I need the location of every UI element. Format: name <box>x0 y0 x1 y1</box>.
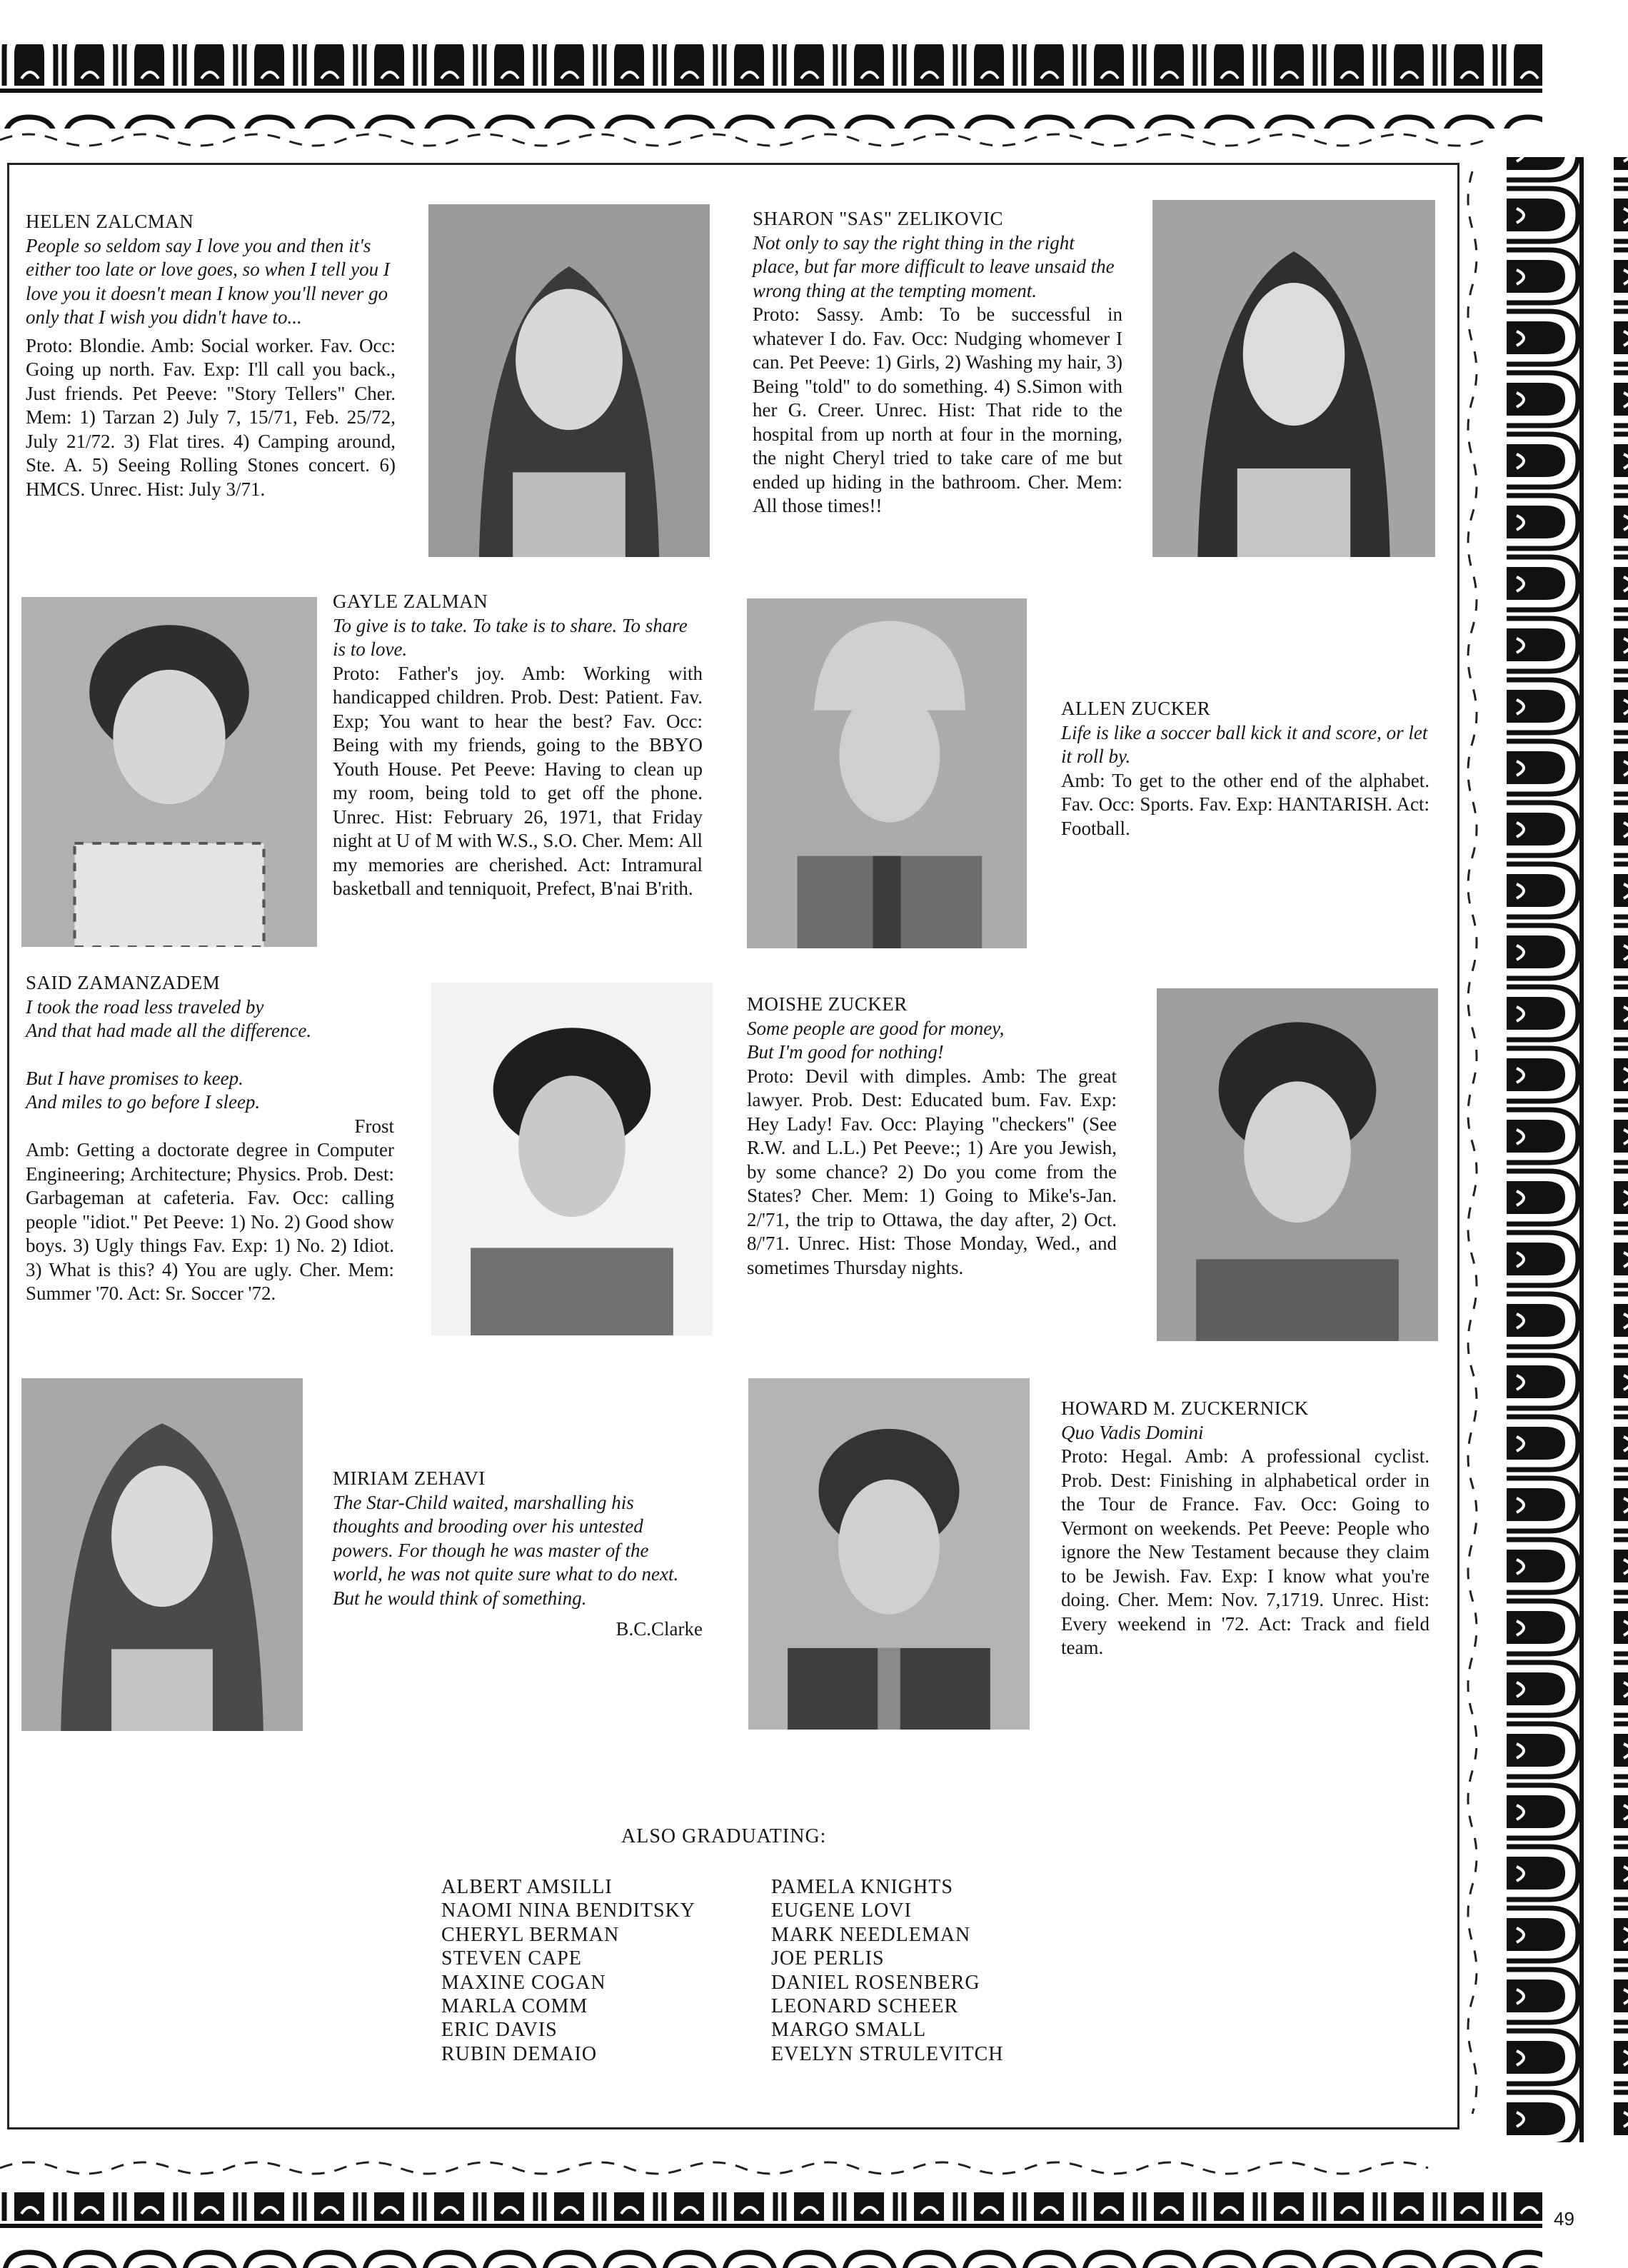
senior-photo <box>1157 988 1438 1341</box>
also-graduating-left-column <box>441 1875 695 2066</box>
senior-name: SHARON "SAS" ZELIKOVIC <box>753 208 1004 229</box>
senior-photo <box>428 204 710 557</box>
senior-name: ALLEN ZUCKER <box>1061 698 1211 719</box>
graduate-name: ALBERT AMSILLI <box>441 1876 613 1898</box>
senior-entry <box>747 993 1117 1280</box>
senior-details: Amb: Getting a doctorate degree in Computer Engineering; Architecture; Physics. Prob. Dest: Garbageman at cafeteria. Fav. Occ: calling people "idiot." Pet Peeve: 1) No. 2) Good show boys. 3) Ugly things Fav. Exp: 1) No. 2) Idiot. 3) What is this? 4) You are ugly. Cher. Mem: Summer '70. Act: Sr. Soccer '72. <box>26 1139 394 1304</box>
senior-entry <box>333 1467 703 1642</box>
senior-photo <box>748 1378 1030 1730</box>
senior-entry <box>26 971 394 1306</box>
also-graduating-right-column <box>771 1875 1004 2066</box>
quote-line: Some people are good for money, <box>747 1017 1005 1039</box>
senior-name: SAID ZAMANZADEM <box>26 972 221 993</box>
graduate-name: EVELYN STRULEVITCH <box>771 2042 1004 2065</box>
senior-name: HELEN ZALCMAN <box>26 211 194 232</box>
graduate-name: MARLA COMM <box>441 1995 588 2018</box>
senior-quote: Quo Vadis Domini <box>1061 1421 1204 1443</box>
graduate-name: ERIC DAVIS <box>441 2019 558 2042</box>
senior-photo <box>431 983 713 1335</box>
quote-line: But I have promises to keep. <box>26 1067 243 1089</box>
senior-quote: Not only to say the right thing in the right place, but far more difficult to leave unsaid the wrong thing at the tempting moment. <box>753 231 1115 301</box>
senior-quote: People so seldom say I love you and then it's either too late or love goes, so when I tell you I love you it doesn't mean I know you'll never go only that I wish you didn't have to... <box>26 234 390 328</box>
senior-details: Amb: To get to the other end of the alphabet. Fav. Occ: Sports. Fav. Exp: HANTARISH. Act: Football. <box>1061 769 1429 839</box>
quote-credit: B.C.Clarke <box>615 1618 703 1640</box>
page-number: 49 <box>1554 2208 1574 2229</box>
graduate-name: LEONARD SCHEER <box>771 1995 959 2018</box>
graduate-name: CHERYL BERMAN <box>441 1923 620 1946</box>
graduate-name: EUGENE LOVI <box>771 1900 912 1922</box>
senior-photo <box>21 597 317 947</box>
senior-entry <box>26 210 396 501</box>
senior-details: Proto: Blondie. Amb: Social worker. Fav. Occ: Going up north. Fav. Exp: I'll call you back., Just friends. Pet Peeve: "Story Tellers" Cher. Mem: 1) Tarzan 2) July 7, 15/71, Feb. 25/72, July 21/72. 3) Flat tires. 4) Camping around, Ste. A. 5) Seeing Rolling Stones concert. 6) HMCS. Unrec. Hist: July 3/71. <box>26 334 396 500</box>
senior-entry <box>753 207 1122 518</box>
senior-details: Proto: Devil with dimples. Amb: The great lawyer. Prob. Dest: Educated bum. Fav. Exp: Hey Lady! Fav. Occ: Playing "checkers" (See R.W. and L.L.) Pet Peeve:; 1) Are you Jewish, by some chance? 2) Do you come from the States? Cher. Mem: 1) Going to Mike's-Jan. 2/'71, the trip to Ottawa, the day after, 2) Oct. 8/'71. Unrec. Hist: Those Monday, Wed., and sometimes Thursday nights. <box>747 1065 1117 1278</box>
senior-photo <box>747 598 1027 948</box>
quote-line: I took the road less traveled by <box>26 995 264 1018</box>
graduate-name: MARGO SMALL <box>771 2019 927 2042</box>
graduate-name: STEVEN CAPE <box>441 1947 582 1970</box>
senior-name: MIRIAM ZEHAVI <box>333 1467 486 1489</box>
senior-photo <box>1152 200 1435 557</box>
senior-details: Proto: Hegal. Amb: A professional cyclist. Prob. Dest: Finishing in alphabetical order in the Tour de France. Fav. Occ: Going to Vermont on weekends. Pet Peeve: People who ignore the New Testament because they claim to be Jewish. Fav. Exp: I know what you're doing. Cher. Mem: Nov. 7,1719. Unrec. Hist: Every weekend in '72. Act: Track and field team. <box>1061 1445 1429 1658</box>
also-graduating-title: ALSO GRADUATING: <box>621 1825 827 1847</box>
quote-line: And miles to go before I sleep. <box>26 1091 261 1113</box>
senior-name: HOWARD M. ZUCKERNICK <box>1061 1398 1309 1419</box>
senior-quote: The Star-Child waited, marshalling his thoughts and brooding over his untested powers. For though he was master of the world, he was not quite sure what to do next. But he would think of something. <box>333 1491 679 1609</box>
graduate-name: JOE PERLIS <box>771 1947 885 1970</box>
quote-line: But I'm good for nothing! <box>747 1041 944 1063</box>
graduate-name: NAOMI NINA BENDITSKY <box>441 1900 695 1922</box>
senior-entry <box>1061 697 1429 841</box>
graduate-name: MARK NEEDLEMAN <box>771 1923 971 1946</box>
senior-details: Proto: Father's joy. Amb: Working with handicapped children. Prob. Dest: Patient. Fav. Exp; You want to hear the best? Fav. Occ: Being with my friends, going to the BBYO Youth House. Pet Peeve: Having to clean up my room, being told to get off the phone. Unrec. Hist: February 26, 1971, that Friday night at U of M with W.S., S.O. Cher. Mem: All my memories are cherished. Act: Intramural basketball and tenniquoit, Prefect, B'nai B'rith. <box>333 662 703 899</box>
senior-name: MOISHE ZUCKER <box>747 993 908 1015</box>
graduate-name: PAMELA KNIGHTS <box>771 1876 953 1898</box>
quote-credit: Frost <box>354 1115 394 1137</box>
graduate-name: DANIEL ROSENBERG <box>771 1971 980 1994</box>
senior-quote: Life is like a soccer ball kick it and score, or let it roll by. <box>1061 721 1428 767</box>
senior-name: GAYLE ZALMAN <box>333 591 488 612</box>
graduate-name: RUBIN DEMAIO <box>441 2042 598 2065</box>
graduate-name: MAXINE COGAN <box>441 1971 606 1994</box>
senior-photo <box>21 1378 303 1731</box>
quote-line: And that had made all the difference. <box>26 1020 312 1041</box>
senior-entry <box>333 590 703 901</box>
senior-details: Proto: Sassy. Amb: To be successful in whatever I do. Fav. Occ: Nudging whomever I can. Pet Peeve: 1) Girls, 2) Washing my hair, 3) Being "told" to do something. 4) S.Simon with her G. Creer. Unrec. Hist: That ride to the hospital from up north at four in the morning, the night Cheryl tried to take care of me but ended up hiding in the bathroom. Cher. Mem: All those times!! <box>753 303 1122 516</box>
senior-quote: To give is to take. To take is to share. To share is to love. <box>333 614 688 660</box>
senior-entry <box>1061 1397 1429 1660</box>
